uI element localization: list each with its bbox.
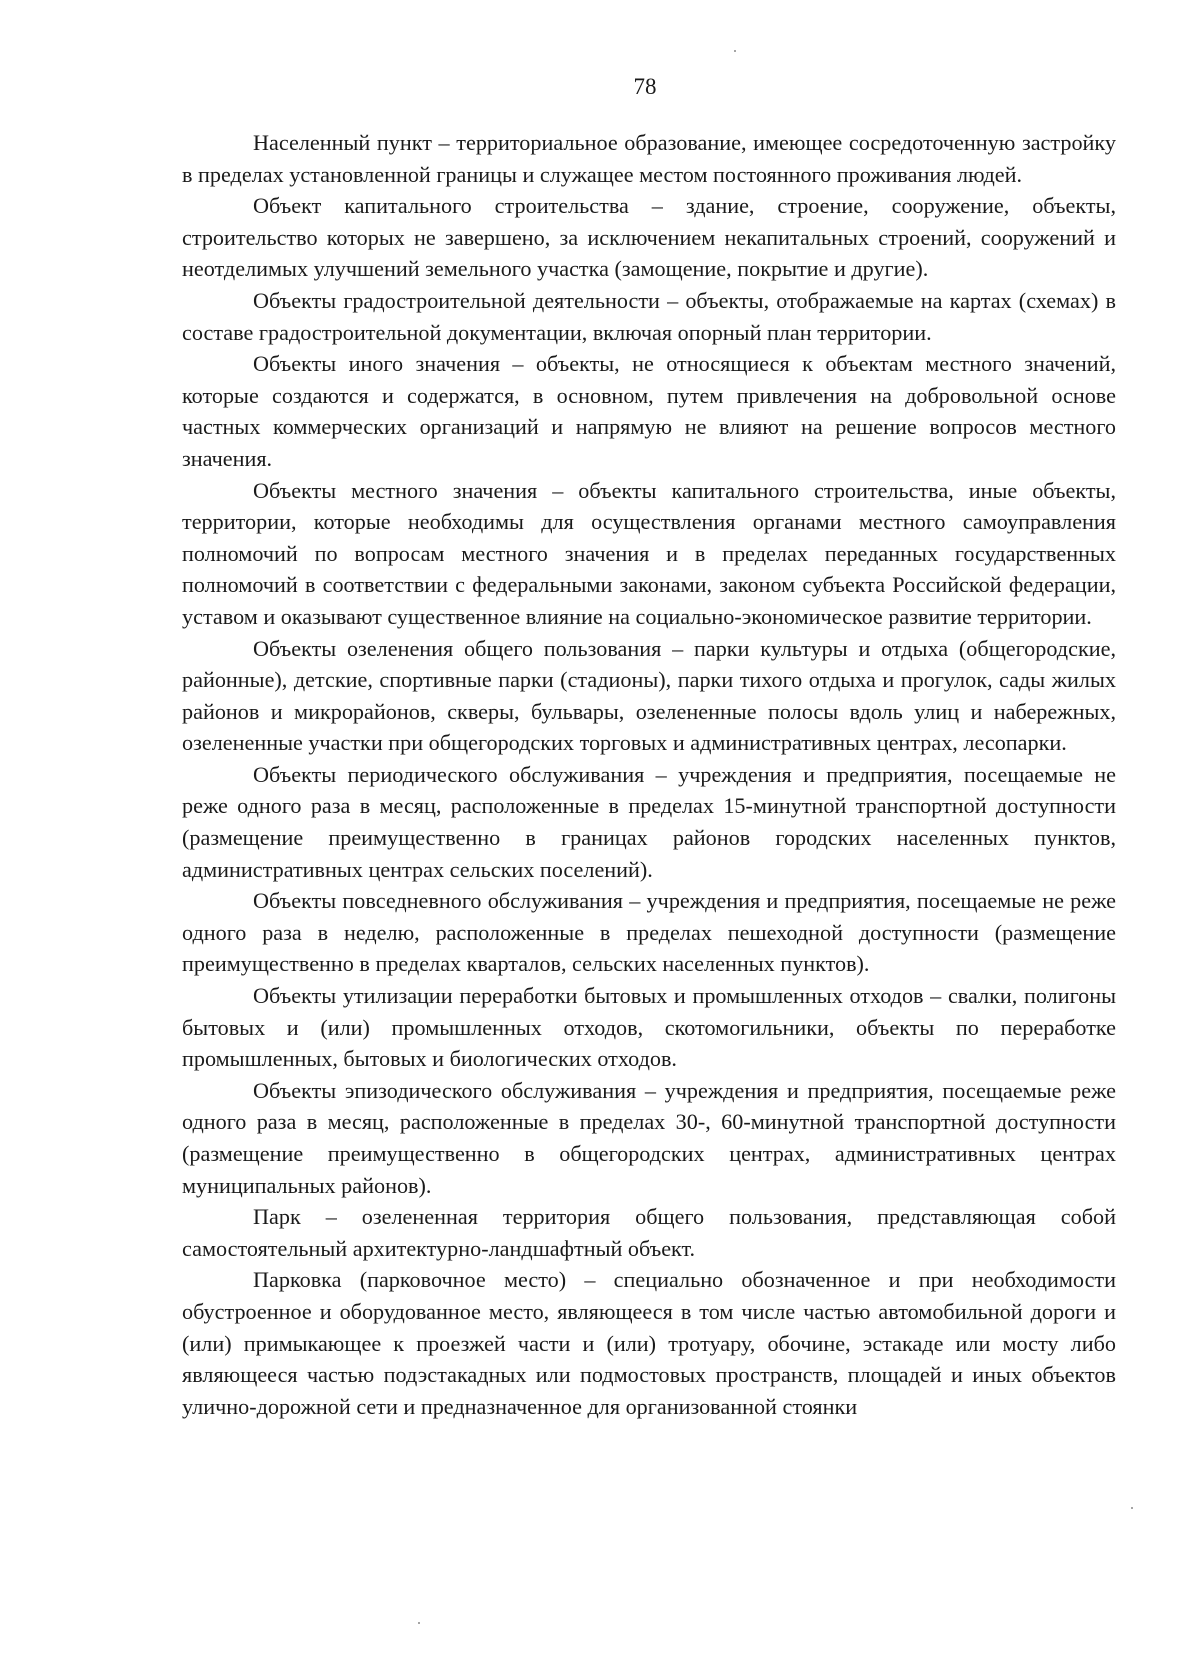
paragraph-obekty-periodicheskogo-obsluzhivaniya: Объекты периодического обслуживания – учреждения и предприятия, посещаемые не реже одного раза в месяц, расположенные в пределах 15-минутной транспортной доступности (размещение преимущественно в границах районов городских населенных пунктов, административных центрах сельских поселений). <box>182 761 1116 882</box>
paragraph-obekty-ozeleneniya: Объекты озеленения общего пользования – парки культуры и отдыха (общегородские, районные), детские, спортивные парки (стадионы), парки тихого отдыха и прогулок, сады жилых районов и микрорайонов, скверы, бульвары, озелененные полосы вдоль улиц и набережных, озелененные участки при общегородских торговых и административных центрах, лесопарки. <box>182 635 1116 756</box>
paragraph-obekty-inogo-znacheniya: Объекты иного значения – объекты, не относящиеся к объектам местного значений, которые создаются и содержатся, в основном, путем привлечения на добровольной основе частных коммерческих организаций и напрямую не влияют на решение вопросов местного значения. <box>182 351 1116 471</box>
paragraph-obekt-kapitalnogo-stroitelstva: Объект капитального строительства – здание, строение, сооружение, объекты, строительство которых не завершено, за исключением некапитальных строений, сооружений и неотделимых улучшений земельного участка (замощение, покрытие и другие). <box>182 193 1116 282</box>
document-body <box>182 127 1116 1422</box>
paragraph-obekty-utilizacii: Объекты утилизации переработки бытовых и промышленных отходов – свалки, полигоны бытовых и (или) промышленных отходов, скотомогильники, объекты по переработке промышленных, бытовых и биологических отходов. <box>182 983 1116 1072</box>
paragraph-naselennyi-punkt: Населенный пункт – территориальное образование, имеющее сосредоточенную застройку в пределах установленной границы и служащее местом постоянного проживания людей. <box>182 130 1116 187</box>
paragraph-obekty-povsednevnogo-obsluzhivaniya: Объекты повседневного обслуживания – учреждения и предприятия, посещаемые не реже одного раза в неделю, расположенные в пределах пешеходной доступности (размещение преимущественно в пределах кварталов, сельских населенных пунктов). <box>182 888 1116 977</box>
paragraph-parkovka: Парковка (парковочное место) – специально обозначенное и при необходимости обустроенное и оборудованное место, являющееся в том числе частью автомобильной дороги и (или) примыкающее к проезжей части и (или) тротуару, обочине, эстакаде или мосту либо являющееся частью подэстакадных или подмостовых пространств, площадей и иных объектов улично-дорожной сети и предназначенное для организованной стоянки <box>182 1267 1116 1419</box>
paragraph-obekty-mestnogo-znacheniya: Объекты местного значения – объекты капитального строительства, иные объекты, территории, которые необходимы для осуществления органами местного самоуправления полномочий по вопросам местного значения и в пределах переданных государственных полномочий в соответствии с федеральными законами, законом субъекта Российской федерации, уставом и оказывают существенное влияние на социально-экономическое развитие территории. <box>182 477 1116 629</box>
scan-speck <box>1131 1507 1133 1509</box>
page-number: 78 <box>633 74 657 99</box>
scan-speck <box>418 1622 420 1624</box>
scan-speck <box>734 50 736 52</box>
paragraph-obekty-gradostroitelnoi-deyatelnosti: Объекты градостроительной деятельности – объекты, отображаемые на картах (схемах) в составе градостроительной документации, включая опорный план территории. <box>182 287 1116 345</box>
paragraph-park: Парк – озелененная территория общего пользования, представляющая собой самостоятельный архитектурно-ландшафтный объект. <box>182 1204 1116 1261</box>
paragraph-obekty-epizodicheskogo-obsluzhivaniya: Объекты эпизодического обслуживания – учреждения и предприятия, посещаемые реже одного раза в месяц, расположенные в пределах 30-, 60-минутной транспортной доступности (размещение преимущественно в общегородских центрах, административных центрах муниципальных районов). <box>182 1077 1116 1198</box>
